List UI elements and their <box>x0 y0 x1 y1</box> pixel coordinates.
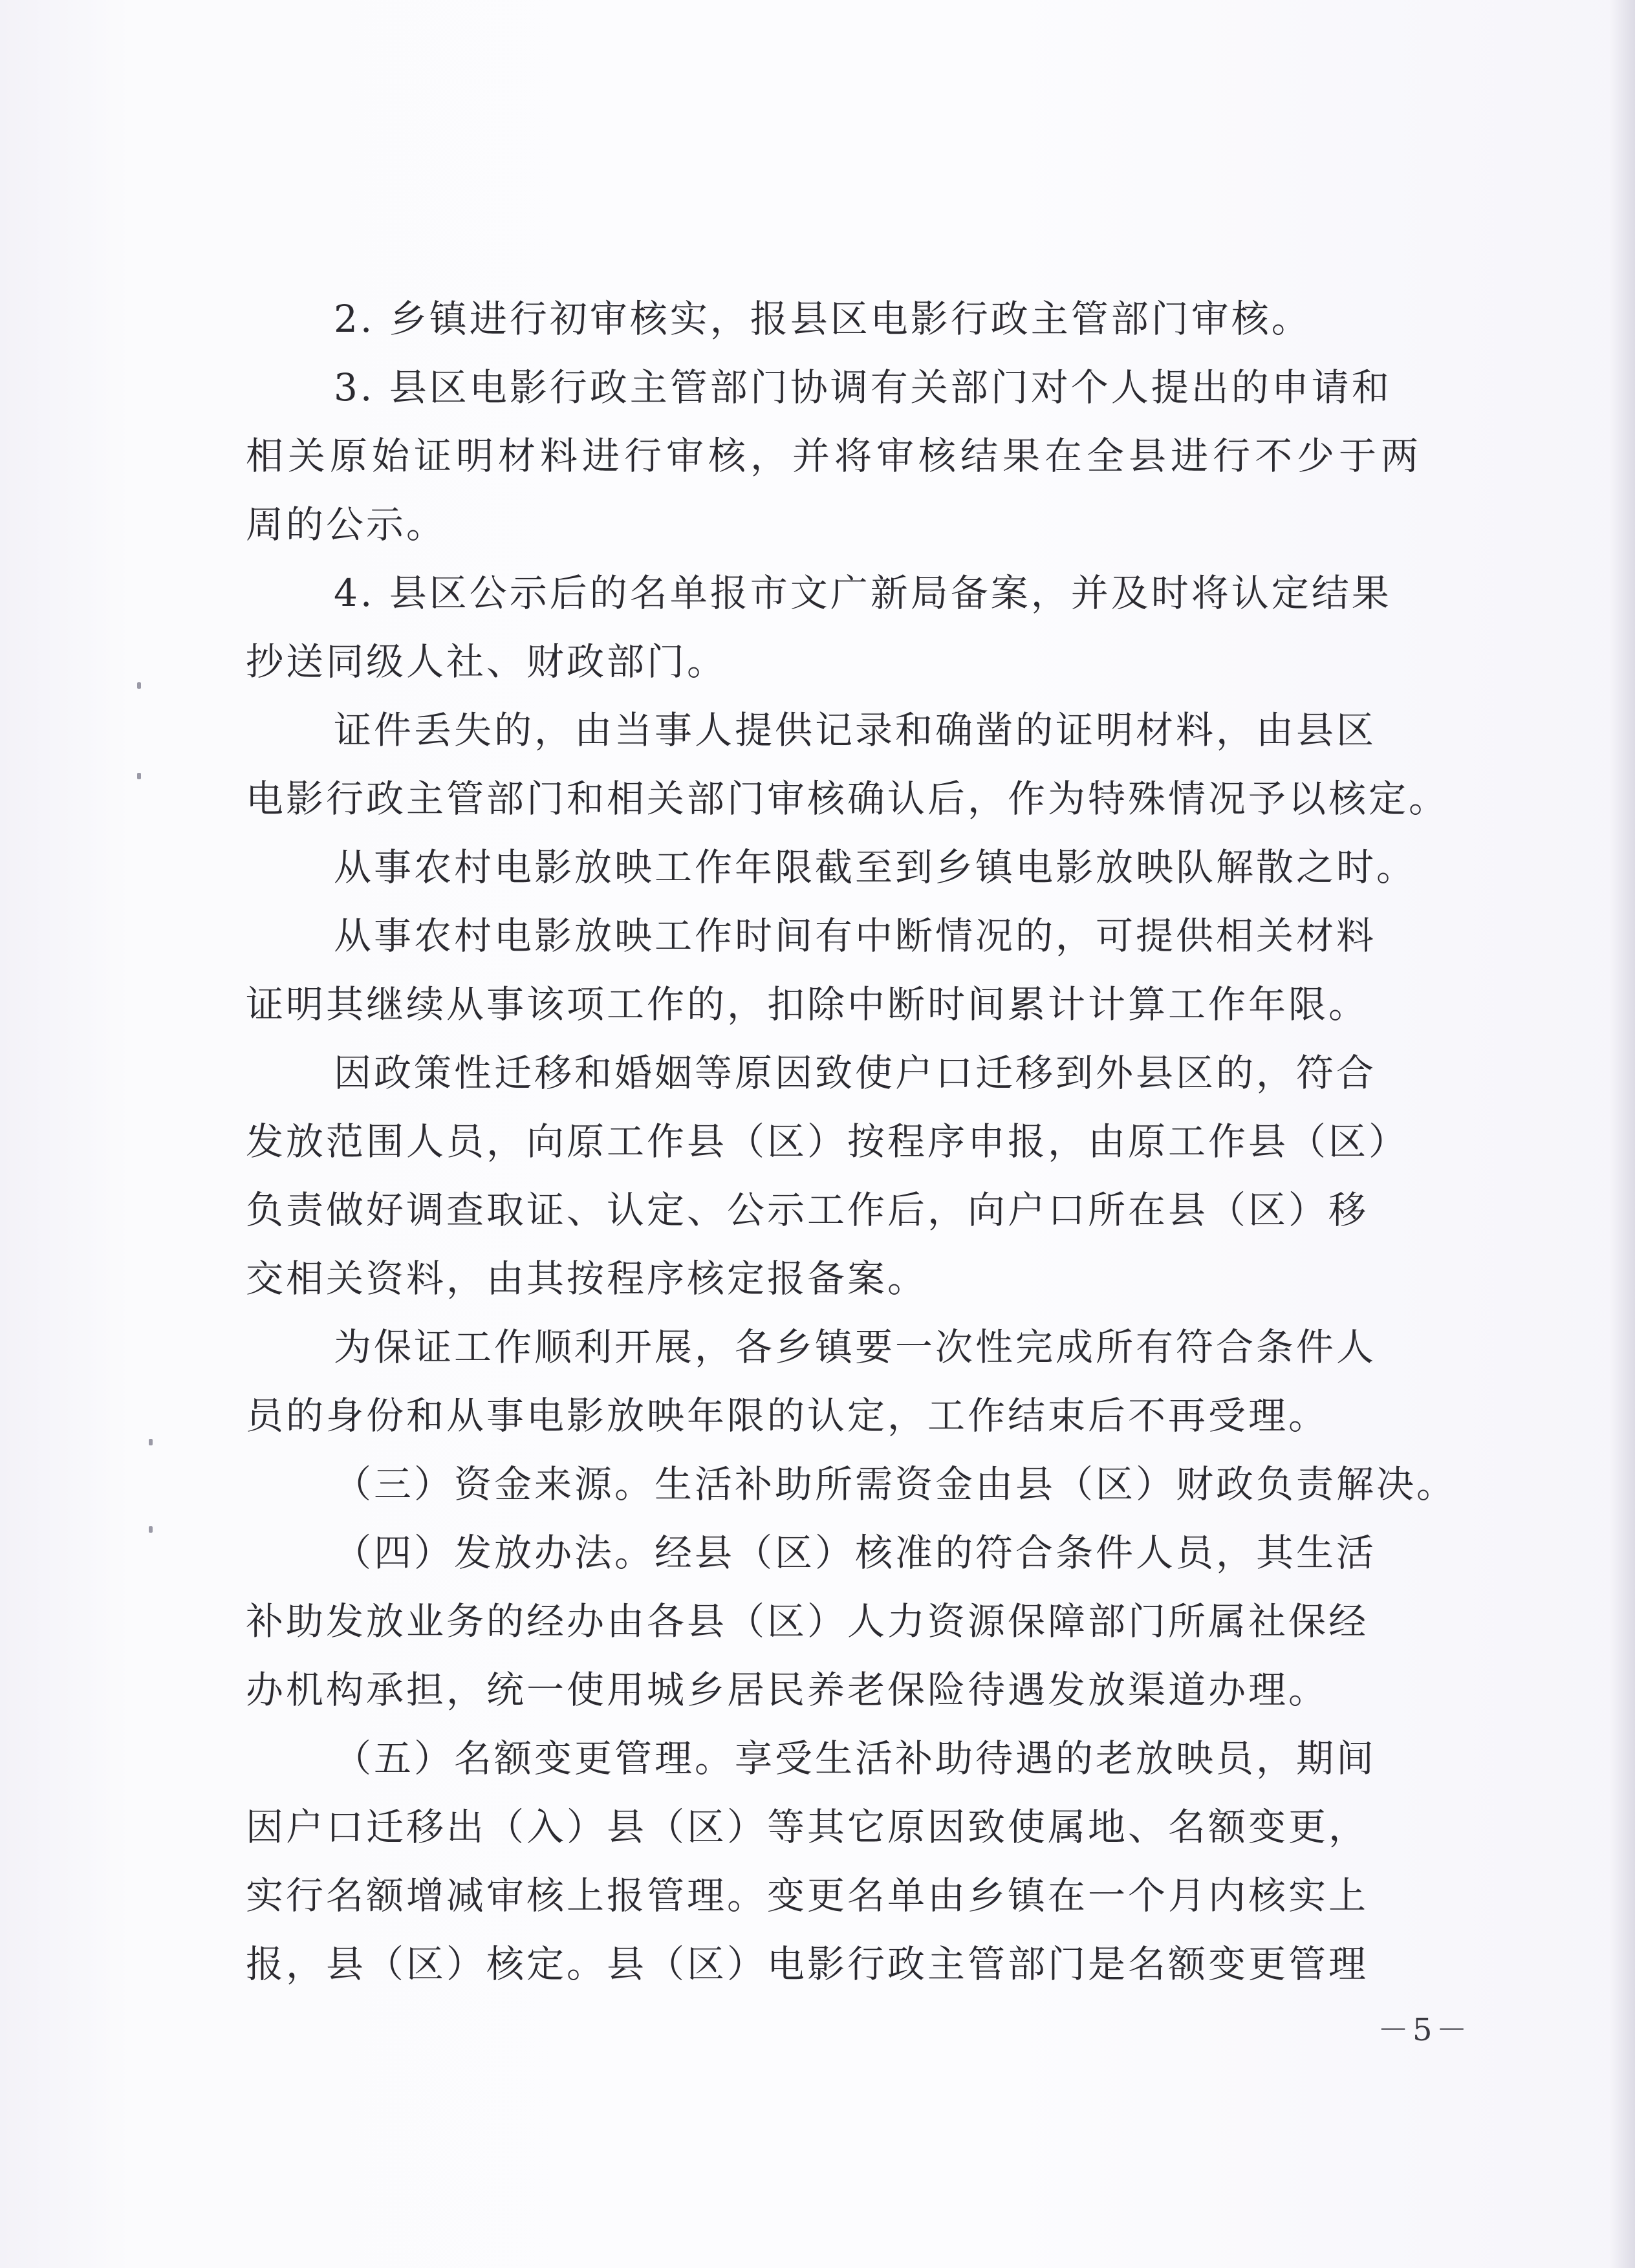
text-line: 实行名额增减审核上报管理。变更名单由乡镇在一个月内核实上 <box>246 1874 1369 1917</box>
text-line: 因户口迁移出（入）县（区）等其它原因致使属地、名额变更， <box>246 1805 1369 1849</box>
binding-hole-mark <box>149 1526 153 1533</box>
binding-hole-mark <box>149 1439 153 1445</box>
text-line: 办机构承担，统一使用城乡居民养老保险待遇发放渠道办理。 <box>246 1668 1329 1712</box>
text-line: 相关原始证明材料进行审核，并将审核结果在全县进行不少于两 <box>246 434 1424 478</box>
text-line: 因政策性迁移和婚姻等原因致使户口迁移到外县区的，符合 <box>334 1051 1377 1095</box>
binding-hole-mark <box>137 773 141 779</box>
text-line: 为保证工作顺利开展，各乡镇要一次性完成所有符合条件人 <box>334 1325 1377 1369</box>
text-line: 抄送同级人社、财政部门。 <box>246 640 728 684</box>
text-line: 报，县（区）核定。县（区）电影行政主管部门是名额变更管理 <box>246 1942 1369 1986</box>
text-line: 负责做好调查取证、认定、公示工作后，向户口所在县（区）移 <box>246 1188 1369 1232</box>
text-line: 从事农村电影放映工作年限截至到乡镇电影放映队解散之时。 <box>334 845 1417 889</box>
page-edge-shadow <box>1609 0 1635 2268</box>
text-line: 电影行政主管部门和相关部门审核确认后，作为特殊情况予以核定。 <box>246 777 1449 821</box>
text-line: 4. 县区公示后的名单报市文广新局备案，并及时将认定结果 <box>334 571 1392 615</box>
body-text <box>246 285 1475 1998</box>
text-line: 从事农村电影放映工作时间有中断情况的，可提供相关材料 <box>334 914 1377 958</box>
text-line: 员的身份和从事电影放映年限的认定，工作结束后不再受理。 <box>246 1394 1329 1438</box>
text-line: 周的公示。 <box>246 502 447 546</box>
section-heading-funding: （三）资金来源。生活补助所需资金由县（区）财政负责解决。 <box>334 1462 1457 1506</box>
section-heading-distribution: （四）发放办法。经县（区）核准的符合条件人员，其生活 <box>334 1531 1377 1575</box>
text-line: 发放范围人员，向原工作县（区）按程序申报，由原工作县（区） <box>246 1119 1409 1163</box>
text-line: 补助发放业务的经办由各县（区）人力资源保障部门所属社保经 <box>246 1599 1369 1643</box>
page-number: －5－ <box>1378 2012 1471 2048</box>
text-line: 交相关资料，由其按程序核定报备案。 <box>246 1257 928 1301</box>
section-heading-quota-change: （五）名额变更管理。享受生活补助待遇的老放映员，期间 <box>334 1736 1377 1780</box>
binding-hole-mark <box>137 682 141 689</box>
text-line: 证明其继续从事该项工作的，扣除中断时间累计计算工作年限。 <box>246 982 1369 1026</box>
text-line: 3. 县区电影行政主管部门协调有关部门对个人提出的申请和 <box>334 365 1392 409</box>
text-line: 证件丢失的，由当事人提供记录和确凿的证明材料，由县区 <box>334 708 1377 752</box>
text-line: 2. 乡镇进行初审核实，报县区电影行政主管部门审核。 <box>334 297 1312 341</box>
